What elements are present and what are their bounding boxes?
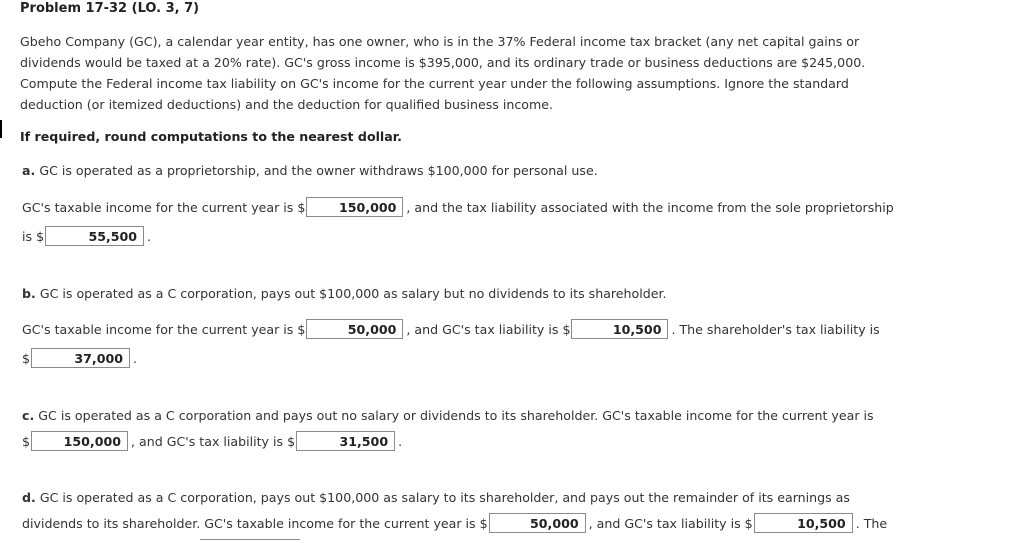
intro-line-4: deduction (or itemized deductions) and the deduction for qualified business income.	[20, 97, 553, 112]
problem-title: Problem 17-32 (LO. 3, 7)	[20, 1, 200, 16]
part-b-label: b.	[22, 285, 36, 301]
part-d-text-2: , and GC's tax liability is $	[588, 515, 753, 531]
part-c-taxable-income-input[interactable]: 150,000	[31, 431, 128, 451]
part-b-text-2: , and GC's tax liability is $	[406, 321, 571, 337]
part-a-answer-row-2	[22, 224, 151, 248]
part-b-answer-row-1	[22, 317, 880, 341]
part-d-text-1: dividends to its shareholder. GC's taxable income for the current year is $	[22, 515, 488, 531]
part-d-text-3: . The	[855, 515, 888, 531]
part-a-text-4: .	[147, 228, 152, 244]
part-d-answer-row	[22, 511, 887, 535]
part-d-label: d.	[22, 489, 36, 505]
part-b-shareholder-tax-liability-input[interactable]: 37,000	[31, 348, 130, 368]
part-c-text-3: .	[398, 433, 403, 449]
part-b-taxable-income-input[interactable]: 50,000	[306, 319, 403, 339]
part-d-taxable-income-input[interactable]: 50,000	[489, 513, 586, 533]
intro-line-3: Compute the Federal income tax liability on GC's income for the current year under the following assumptions. Ignore the standard	[20, 76, 849, 91]
part-c-label: c.	[22, 407, 35, 423]
next-input-box-edge	[200, 539, 300, 543]
part-a-taxable-income-input[interactable]: 150,000	[306, 197, 403, 217]
left-margin-marker	[0, 120, 2, 138]
intro-line-2: dividends would be taxed at a 20% rate). GC's gross income is $395,000, and its ordinary trade or business deductions are $245,000.	[20, 55, 866, 70]
part-b-text-3: . The shareholder's tax liability is	[671, 321, 880, 337]
part-c-question	[22, 403, 874, 427]
part-d-tax-liability-input[interactable]: 10,500	[754, 513, 853, 533]
part-d-question	[22, 485, 850, 509]
part-a-tax-liability-input[interactable]: 55,500	[45, 226, 144, 246]
problem-intro	[20, 31, 866, 115]
part-b-text-4: $	[22, 350, 31, 366]
part-a-question-text: GC is operated as a proprietorship, and the owner withdraws $100,000 for personal use.	[39, 162, 598, 178]
part-b-text-5: .	[133, 350, 138, 366]
rounding-note: If required, round computations to the nearest dollar.	[20, 129, 402, 144]
part-a-answer-row-1	[22, 195, 894, 219]
part-b-question	[22, 281, 667, 305]
part-b-question-text: GC is operated as a C corporation, pays out $100,000 as salary but no dividends to its shareholder.	[39, 285, 667, 301]
part-b-text-1: GC's taxable income for the current year is $	[22, 321, 306, 337]
part-c-text-2: , and GC's tax liability is $	[131, 433, 296, 449]
intro-line-1: Gbeho Company (GC), a calendar year entity, has one owner, who is in the 37% Federal income tax bracket (any net capital gains or	[20, 34, 860, 49]
part-c-tax-liability-input[interactable]: 31,500	[296, 431, 395, 451]
part-b-corp-tax-liability-input[interactable]: 10,500	[571, 319, 668, 339]
part-a-text-1: GC's taxable income for the current year is $	[22, 199, 306, 215]
part-c-text-1: $	[22, 433, 31, 449]
part-a-text-3: is $	[22, 228, 45, 244]
part-d-question-text: GC is operated as a C corporation, pays out $100,000 as salary to its shareholder, and pays out the remainder of its earnings as	[39, 489, 850, 505]
part-c-question-text: GC is operated as a C corporation and pays out no salary or dividends to its shareholder. GC's taxable income for the current year is	[38, 407, 874, 423]
part-a-text-2: , and the tax liability associated with the income from the sole proprietorship	[406, 199, 894, 215]
part-a-label: a.	[22, 162, 36, 178]
part-b-answer-row-2	[22, 346, 137, 370]
part-c-answer-row	[22, 429, 402, 453]
part-a-question	[22, 158, 598, 182]
